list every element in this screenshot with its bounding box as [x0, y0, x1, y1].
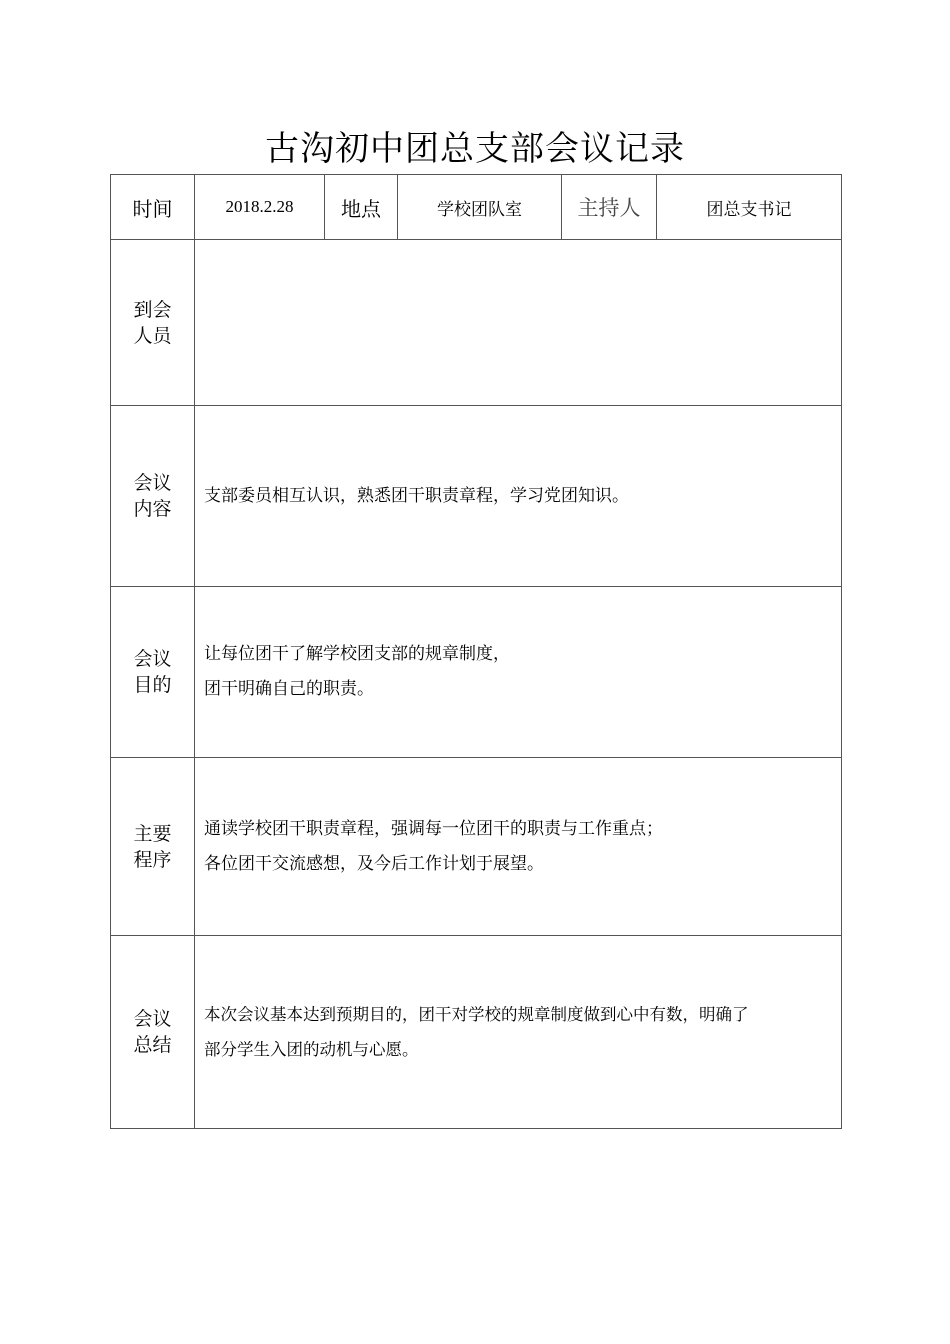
- summary-line: 部分学生入团的动机与心愿。: [204, 1040, 419, 1059]
- procedure-row: [111, 758, 842, 936]
- attendees-label-line2: 人员: [133, 324, 172, 347]
- place-value: 学校团队室: [398, 175, 562, 240]
- header-row: [111, 175, 842, 240]
- procedure-label: [111, 758, 195, 936]
- content-line: 支部委员相互认识，熟悉团干职责章程，学习党团知识。: [204, 485, 629, 506]
- summary-label: [111, 936, 195, 1129]
- purpose-label: [111, 587, 195, 758]
- time-value: 2018.2.28: [195, 175, 325, 240]
- purpose-label-line2: 目的: [133, 674, 172, 696]
- procedure-line: 各位团干交流感想，及今后工作计划于展望。: [204, 853, 544, 874]
- purpose-label-line1: 会议: [133, 648, 172, 670]
- purpose-row: [111, 587, 842, 758]
- procedure-label-line2: 程序: [133, 848, 172, 871]
- summary-label-line2: 总结: [133, 1034, 172, 1056]
- host-label: 主持人: [562, 175, 657, 240]
- purpose-line: 让每位团干了解学校团支部的规章制度，: [204, 644, 510, 664]
- host-value: 团总支书记: [657, 175, 842, 240]
- summary-line: 本次会议基本达到预期目的，团干对学校的规章制度做到心中有数，明确了: [204, 1005, 749, 1024]
- purpose-text: [195, 587, 842, 758]
- attendees-label-line1: 到会: [133, 298, 172, 321]
- attendees-label: [111, 240, 195, 406]
- procedure-line: 通读学校团干职责章程，强调每一位团干的职责与工作重点；: [204, 818, 663, 839]
- summary-text: [195, 936, 842, 1129]
- attendees-row: [111, 240, 842, 406]
- summary-label-line1: 会议: [133, 1008, 172, 1030]
- attendees-content: [195, 240, 842, 406]
- content-label-line1: 会议: [133, 472, 172, 494]
- content-text: [195, 406, 842, 587]
- purpose-line: 团干明确自己的职责。: [204, 679, 374, 699]
- content-label: [111, 406, 195, 587]
- procedure-text: [195, 758, 842, 936]
- meeting-record-table: [110, 174, 842, 1129]
- time-label: 时间: [111, 175, 195, 240]
- procedure-label-line1: 主要: [133, 822, 172, 845]
- content-row: [111, 406, 842, 587]
- place-label: 地点: [325, 175, 398, 240]
- summary-row: [111, 936, 842, 1129]
- content-label-line2: 内容: [133, 498, 172, 520]
- page-title: 古沟初中团总支部会议记录: [265, 129, 685, 169]
